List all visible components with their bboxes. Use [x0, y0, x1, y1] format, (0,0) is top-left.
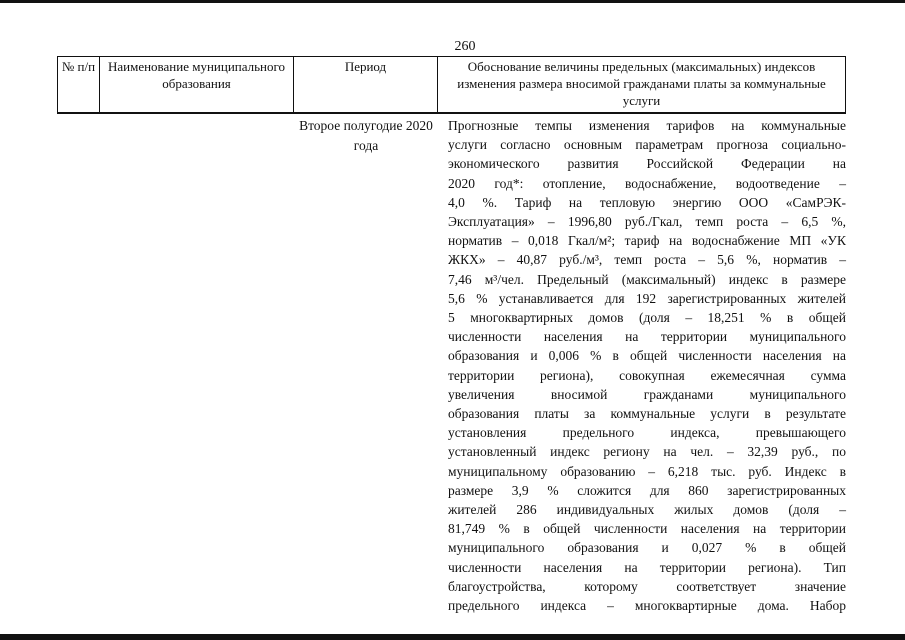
basis-text-line: территории региона), совокупная ежемесячная сумма	[448, 367, 846, 383]
basis-text-line: жителей 286 индивидуальных жилых домов (доля –	[448, 502, 846, 518]
basis-text-line: муниципальному образованию – 6,218 тыс. руб. Индекс в	[448, 463, 846, 479]
basis-text-line: Прогнозные темпы изменения тарифов на коммунальные	[448, 118, 846, 133]
header-number-column: № п/п	[61, 59, 96, 74]
basis-text-line: 5,6 % устанавливается для 192 зарегистрированных жителей	[448, 290, 846, 306]
header-period-column: Период	[344, 59, 387, 74]
basis-text-line: муниципального образования и 0,027 % в общей	[448, 540, 846, 556]
basis-text-line: размере 3,9 % сложится для 860 зарегистрированных	[448, 482, 846, 498]
header-bottom-rule	[57, 112, 845, 114]
bottom-border	[0, 634, 905, 640]
basis-text-line: численности населения на территории региона). Тип	[448, 559, 846, 575]
basis-text-line: 2020 год*: отопление, водоснабжение, водоотведение –	[448, 175, 846, 191]
row-basis-text	[448, 116, 846, 615]
basis-text-line: 4,0 %. Тариф на тепловую энергию ООО «СамРЭК-	[448, 194, 846, 210]
basis-text-line: ЖКХ» – 40,87 руб./м³, темп роста – 5,6 %, норматив –	[448, 252, 846, 268]
basis-text-line: образования и 0,006 % в общей численности населения на	[448, 348, 846, 364]
basis-text-line: 7,46 м³/чел. Предельный (максимальный) индекс в размере	[448, 271, 846, 287]
basis-text-line: норматив – 0,018 Гкал/м²; тариф на водоснабжение МП «УК	[448, 233, 846, 249]
basis-text-line: Эксплуатация» – 1996,80 руб./Гкал, темп роста – 6,5 %,	[448, 214, 846, 230]
basis-text-line: 81,749 % в общей численности населения на территории	[448, 521, 846, 537]
header-top-rule	[57, 56, 845, 57]
basis-text-line: 5 многоквартирных домов (доля – 18,251 % в общей	[448, 310, 846, 326]
basis-text-line: увеличения вносимой гражданами муниципального	[448, 386, 846, 402]
row-period: Второе полугодие 2020 года	[299, 118, 433, 153]
basis-text-line: численности населения на территории муниципального	[448, 329, 846, 345]
page-number: 260	[454, 39, 476, 54]
basis-text-line: предельного индекса – многоквартирные дома. Набор	[448, 598, 846, 614]
basis-text-line: установленный индекс региону на чел. – 32,39 руб., по	[448, 444, 846, 460]
top-border	[0, 0, 905, 3]
header-basis-column: Обоснование величины предельных (максимальных) индексов изменения размера вносимой гражданами платы за коммунальные услуги	[457, 59, 826, 108]
header-municipality-column: Наименование муниципального образования	[107, 59, 286, 91]
basis-text-line: услуги согласно основным параметрам прогноза социально-	[448, 137, 846, 153]
column-divider	[845, 56, 846, 114]
basis-text-line: образования платы за коммунальные услуги в результате	[448, 406, 846, 422]
basis-text-line: благоустройства, которому соответствует значение	[448, 578, 846, 594]
basis-text-line: установления предельного индекса, превышающего	[448, 425, 846, 441]
basis-text-line: экономического развития Российской Федерации на	[448, 156, 846, 172]
